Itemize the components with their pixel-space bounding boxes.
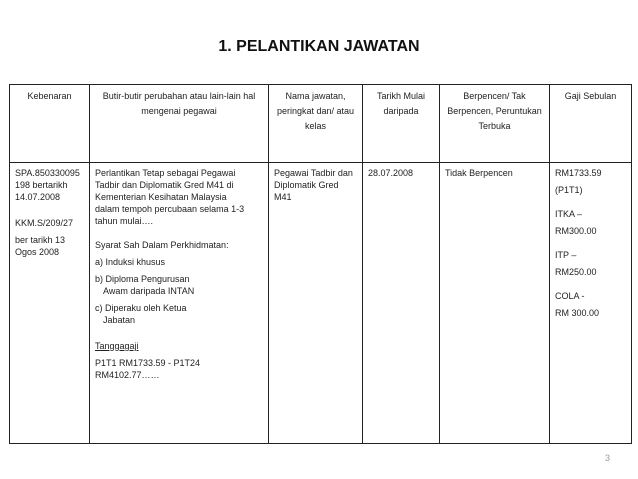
cell-nama-jawatan <box>269 163 363 444</box>
itka-value: RM300.00 <box>555 226 597 236</box>
kebenaran-text: 14.07.2008 <box>15 192 61 202</box>
nama-jawatan-text: M41 <box>274 192 292 202</box>
itp-value: RM250.00 <box>555 267 597 277</box>
header-berpencen: Berpencen/ Tak Berpencen, Peruntukan Terbuka <box>440 85 550 163</box>
syarat-item: c) Diperaku oleh Ketua <box>95 303 187 313</box>
kebenaran-text: KKM.S/209/27 <box>15 218 74 228</box>
appointment-table <box>9 84 632 444</box>
itka-label: ITKA – <box>555 209 583 219</box>
kebenaran-text: ber tarikh 13 <box>15 235 66 245</box>
header-butiran: Butir-butir perubahan atau lain-lain hal mengenai pegawai <box>90 85 269 163</box>
syarat-item: Jabatan <box>103 315 136 325</box>
butiran-text: Perlantikan Tetap sebagai Pegawai <box>95 168 236 178</box>
table-header-row <box>10 85 632 163</box>
tarikh-mulai-text: 28.07.2008 <box>368 168 414 178</box>
itp-label: ITP – <box>555 250 577 260</box>
kebenaran-text: 198 bertarikh <box>15 180 68 190</box>
cell-tarikh-mulai <box>363 163 440 444</box>
cola-label: COLA - <box>555 291 585 301</box>
cell-butiran <box>90 163 269 444</box>
butiran-text: Tadbir dan Diplomatik Gred M41 di <box>95 180 234 190</box>
cell-gaji-sebulan <box>550 163 632 444</box>
header-nama-jawatan: Nama jawatan, peringkat dan/ atau kelas <box>269 85 363 163</box>
tanggagaji-text: P1T1 RM1733.59 - P1T24 <box>95 358 201 368</box>
syarat-item: Awam daripada INTAN <box>103 286 195 296</box>
syarat-item: b) Diploma Pengurusan <box>95 274 190 284</box>
syarat-item: a) Induksi khusus <box>95 257 166 267</box>
butiran-text: dalam tempoh percubaan selama 1-3 <box>95 204 245 214</box>
cola-value: RM 300.00 <box>555 308 600 318</box>
gaji-grade: (P1T1) <box>555 185 583 195</box>
gaji-amount: RM1733.59 <box>555 168 602 178</box>
butiran-text: tahun mulai…. <box>95 216 154 226</box>
nama-jawatan-text: Pegawai Tadbir dan <box>274 168 353 178</box>
tanggagaji-heading: Tanggagaji <box>95 341 139 351</box>
berpencen-text: Tidak Berpencen <box>445 168 513 178</box>
kebenaran-text: Ogos 2008 <box>15 247 60 257</box>
header-kebenaran: Kebenaran <box>10 85 90 163</box>
kebenaran-text: SPA.850330095 <box>15 168 80 178</box>
header-gaji-sebulan: Gaji Sebulan <box>550 85 632 163</box>
header-tarikh-mulai: Tarikh Mulai daripada <box>363 85 440 163</box>
cell-kebenaran <box>10 163 90 444</box>
cell-berpencen <box>440 163 550 444</box>
tanggagaji-text: RM4102.77…… <box>95 370 160 380</box>
nama-jawatan-text: Diplomatik Gred <box>274 180 339 190</box>
syarat-heading: Syarat Sah Dalam Perkhidmatan: <box>95 240 229 250</box>
page-title: 1. PELANTIKAN JAWATAN <box>218 38 420 55</box>
table-row <box>10 163 632 444</box>
page-number: 3 <box>604 453 610 463</box>
butiran-text: Kementerian Kesihatan Malaysia <box>95 192 227 202</box>
